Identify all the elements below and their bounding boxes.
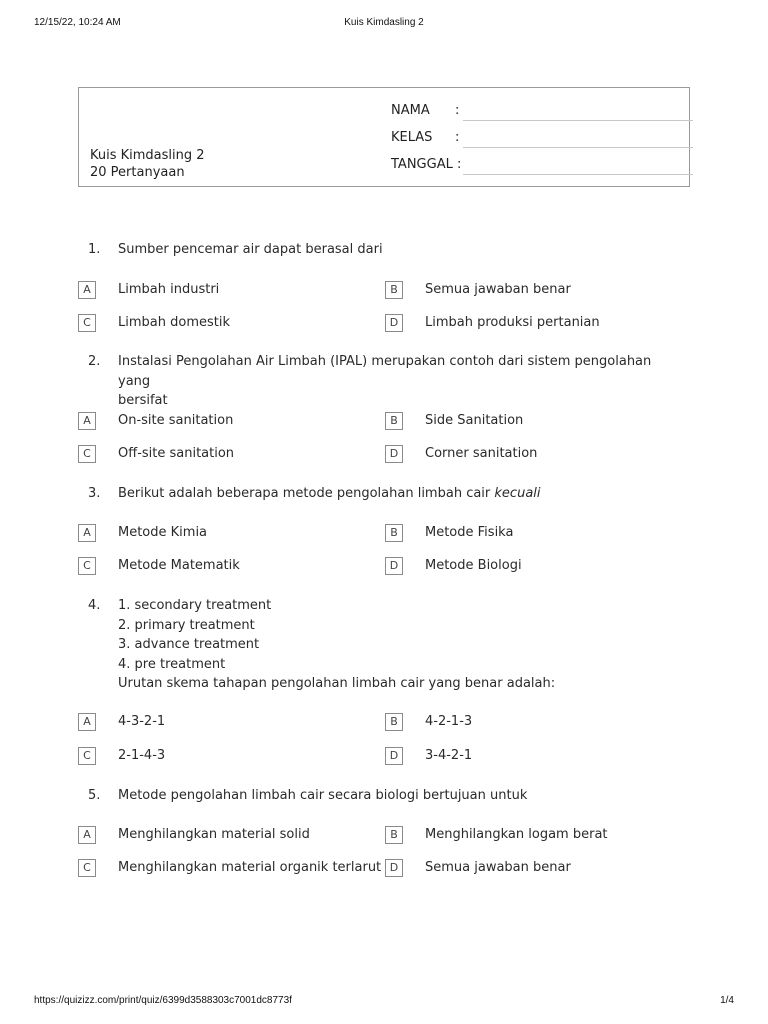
date-field[interactable] [391,157,681,177]
question-text-line: 1. secondary treatment [118,598,272,613]
question-number: 4. [88,598,101,613]
class-colon: : [455,130,460,145]
q5-option-b[interactable] [385,826,675,844]
q4-option-c[interactable] [78,747,368,765]
q3-option-d[interactable] [385,557,675,575]
option-text: Menghilangkan logam berat [425,827,608,842]
option-letter: C [78,445,96,463]
option-letter: B [385,713,403,731]
option-text: Semua jawaban benar [425,282,571,297]
q5-option-d[interactable] [385,859,675,877]
name-field[interactable] [391,103,681,123]
option-letter: A [78,281,96,299]
class-line [463,147,693,148]
question-number: 2. [88,354,101,369]
option-text: Semua jawaban benar [425,860,571,875]
question-text [118,596,678,694]
q4-option-b[interactable] [385,713,675,731]
question-number: 1. [88,242,101,257]
option-letter: D [385,314,403,332]
q5-option-c[interactable] [78,859,382,877]
q4-option-d[interactable] [385,747,675,765]
option-text: Metode Biologi [425,558,522,573]
option-text: Menghilangkan material solid [118,827,310,842]
class-field[interactable] [391,130,681,150]
q2-option-a[interactable] [78,412,368,430]
option-letter: B [385,826,403,844]
option-letter: D [385,445,403,463]
option-text: Limbah produksi pertanian [425,315,600,330]
question-number: 3. [88,486,101,501]
q3-option-c[interactable] [78,557,368,575]
q4-option-a[interactable] [78,713,368,731]
class-label: KELAS [391,130,433,145]
option-text: Limbah domestik [118,315,230,330]
option-text: Limbah industri [118,282,220,297]
question-text-line: Urutan skema tahapan pengolahan limbah cair yang benar adalah: [118,676,556,691]
option-text: 4-2-1-3 [425,714,473,729]
q3-option-a[interactable] [78,524,368,542]
q1-option-b[interactable] [385,281,675,299]
option-letter: B [385,412,403,430]
option-text: On-site sanitation [118,413,234,428]
question-text [118,484,678,504]
q1-option-c[interactable] [78,314,368,332]
q2-option-b[interactable] [385,412,675,430]
option-letter: B [385,281,403,299]
question-text-line: bersifat [118,393,168,408]
option-letter: A [78,524,96,542]
print-title: Kuis Kimdasling 2 [344,17,424,28]
question-count: 20 Pertanyaan [90,165,185,180]
option-text: Side Sanitation [425,413,524,428]
option-letter: A [78,826,96,844]
quiz-info-box [78,87,690,187]
option-letter: C [78,747,96,765]
option-text: Metode Matematik [118,558,240,573]
question-text: Metode pengolahan limbah cair secara biologi bertujuan untuk [118,788,528,803]
option-text: 3-4-2-1 [425,748,473,763]
date-label: TANGGAL : [391,157,462,172]
q3-option-b[interactable] [385,524,675,542]
q2-option-c[interactable] [78,445,368,463]
option-text: Corner sanitation [425,446,538,461]
option-text: Metode Fisika [425,525,514,540]
option-text: Off-site sanitation [118,446,235,461]
question-text [118,352,678,411]
name-colon: : [455,103,460,118]
option-text: Menghilangkan material organik terlarut [118,860,382,875]
option-letter: A [78,412,96,430]
option-letter: C [78,859,96,877]
option-letter: D [385,747,403,765]
option-letter: B [385,524,403,542]
name-label: NAMA [391,103,430,118]
option-letter: D [385,557,403,575]
question-text: Sumber pencemar air dapat berasal dari [118,242,383,257]
option-letter: A [78,713,96,731]
question-text-line: 2. primary treatment [118,617,255,633]
question-text-line: Instalasi Pengolahan Air Limbah (IPAL) merupakan contoh dari sistem pengolahan yang [118,354,652,389]
option-letter: C [78,557,96,575]
q1-option-d[interactable] [385,314,675,332]
q2-option-d[interactable] [385,445,675,463]
option-text: Metode Kimia [118,525,208,540]
question-text-main: Berikut adalah beberapa metode pengolahan limbah cair [118,486,491,501]
option-text: 2-1-4-3 [118,748,166,763]
question-text-emphasis: kecuali [494,486,541,501]
question-number: 5. [88,788,101,803]
date-line [463,174,693,175]
option-letter: C [78,314,96,332]
option-letter: D [385,859,403,877]
page-number: 1/4 [720,995,734,1006]
name-line [463,120,693,121]
q5-option-a[interactable] [78,826,368,844]
question-text-line: 3. advance treatment [118,637,260,652]
quiz-title: Kuis Kimdasling 2 [90,148,205,163]
print-url[interactable]: https://quizizz.com/print/quiz/6399d3588303c7001dc8773f [34,995,292,1006]
q1-option-a[interactable] [78,281,368,299]
option-text: 4-3-2-1 [118,714,166,729]
print-datetime: 12/15/22, 10:24 AM [34,17,121,28]
question-text-line: 4. pre treatment [118,656,226,672]
